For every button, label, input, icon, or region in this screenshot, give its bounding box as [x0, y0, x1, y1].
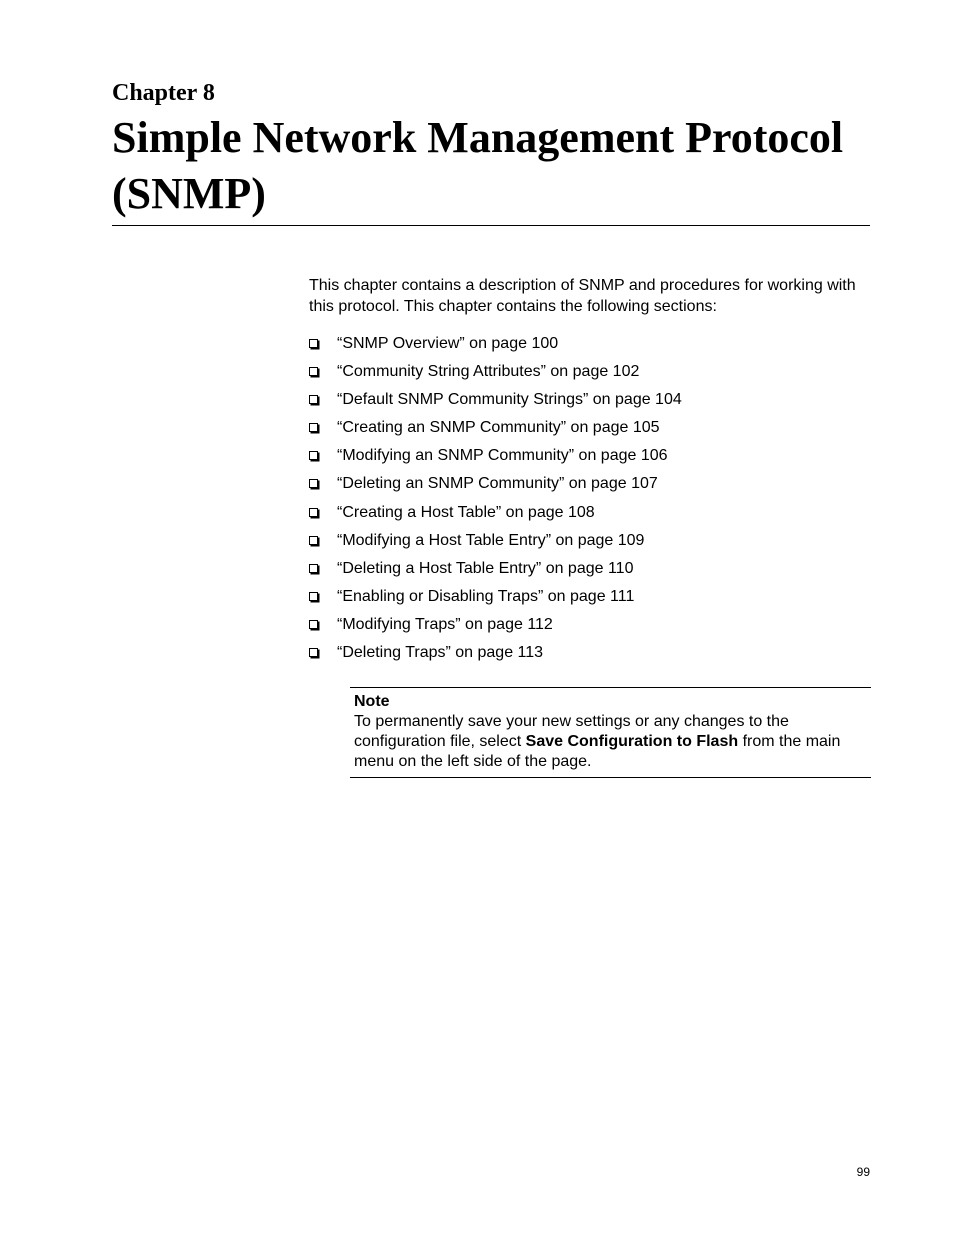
- square-bullet-icon: [309, 339, 318, 348]
- list-item: [309, 473, 869, 501]
- section-link-text: “Deleting a Host Table Entry” on page 110: [337, 559, 634, 577]
- section-link-text: “Modifying Traps” on page 112: [337, 615, 553, 633]
- note-emphasis: Save Configuration to Flash: [525, 733, 739, 750]
- list-item: [309, 445, 869, 473]
- square-bullet-icon: [309, 423, 318, 432]
- list-item: [309, 333, 869, 361]
- square-bullet-icon: [309, 648, 318, 657]
- square-bullet-icon: [309, 479, 318, 488]
- title-divider: [112, 225, 870, 226]
- note-body: [354, 712, 871, 772]
- note-box: [350, 687, 871, 778]
- square-bullet-icon: [309, 592, 318, 601]
- list-item: [309, 530, 869, 558]
- section-link-text: “SNMP Overview” on page 100: [337, 335, 559, 352]
- section-list: [309, 333, 869, 670]
- square-bullet-icon: [309, 451, 318, 460]
- section-link-text: “Community String Attributes” on page 102: [337, 363, 640, 381]
- section-link-text: “Creating a Host Table” on page 108: [337, 503, 595, 521]
- section-link-text: “Enabling or Disabling Traps” on page 111: [337, 587, 635, 605]
- chapter-label: Chapter 8: [112, 80, 215, 106]
- square-bullet-icon: [309, 395, 318, 404]
- list-item: [309, 417, 869, 445]
- section-link-text: “Deleting Traps” on page 113: [337, 644, 544, 662]
- list-item: [309, 502, 869, 530]
- section-link-text: “Creating an SNMP Community” on page 105: [337, 419, 660, 437]
- list-item: [309, 361, 869, 389]
- square-bullet-icon: [309, 367, 318, 376]
- square-bullet-icon: [309, 536, 318, 545]
- section-link-text: “Deleting an SNMP Community” on page 107: [337, 475, 658, 493]
- section-link-text: “Modifying an SNMP Community” on page 106: [337, 447, 668, 465]
- section-link-text: “Modifying a Host Table Entry” on page 109: [337, 531, 645, 549]
- square-bullet-icon: [309, 620, 318, 629]
- list-item: [309, 642, 869, 670]
- page-number: 99: [856, 1165, 870, 1179]
- list-item: [309, 558, 869, 586]
- page-title: Simple Network Management Protocol (SNMP): [112, 113, 844, 218]
- intro-paragraph: This chapter contains a description of SNMP and procedures for working with this protocol. This chapter contains the following sections:: [309, 277, 856, 315]
- square-bullet-icon: [309, 564, 318, 573]
- square-bullet-icon: [309, 508, 318, 517]
- section-link-text: “Default SNMP Community Strings” on page 104: [337, 391, 682, 409]
- list-item: [309, 586, 869, 614]
- note-heading: Note: [354, 693, 390, 710]
- note-text-before: To permanently save your new settings or any changes to the configuration file, select: [354, 713, 789, 750]
- list-item: [309, 389, 869, 417]
- list-item: [309, 614, 869, 642]
- note-text-after: from the main menu on the left side of the page.: [354, 733, 841, 770]
